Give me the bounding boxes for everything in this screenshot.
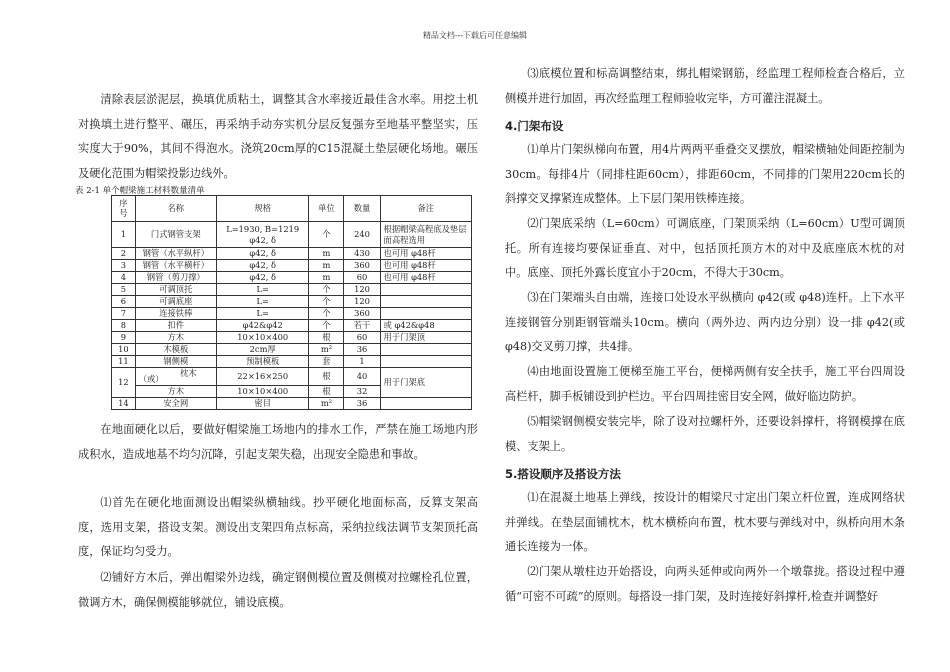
- section-4-item-1: ⑴单片门架纵梯向布置，用4片两两平垂叠交叉摆放，帽梁横轴处间距控制为30cm。每排4片（同排柱距60cm），排距60cm，不同排的门架用220cm长的斜撑交叉撑紧连成整体。上下层门架用铁棒连接。: [505, 143, 905, 205]
- header-cell: 规格: [216, 196, 309, 222]
- section-5-heading: 5.搭设顺序及搭设方法: [505, 467, 621, 481]
- table-cell: 14: [112, 397, 136, 409]
- table-cell: 6: [112, 296, 136, 308]
- table-cell: 个: [309, 284, 344, 296]
- table-row: [112, 248, 472, 260]
- table-cell: 根: [309, 385, 344, 397]
- table-cell: 木模板: [135, 344, 216, 356]
- table-cell: φ42, δ: [216, 260, 309, 272]
- table-cell: m²: [309, 344, 344, 356]
- table-cell: m: [309, 272, 344, 284]
- table-cell: 120: [344, 296, 380, 308]
- material-table: [111, 195, 472, 410]
- table-cell: 也可用 φ48杆: [380, 248, 471, 260]
- table-cell: 36: [344, 344, 380, 356]
- table-cell: 或 φ42&φ48: [380, 320, 471, 332]
- or-label: （或）: [138, 374, 164, 384]
- table-row: [112, 344, 472, 356]
- table-cell: 根据帽梁高程底及垫层面高程选用: [380, 222, 471, 248]
- table-cell: 钢管（水平横杆）: [135, 260, 216, 272]
- table-cell: [380, 397, 471, 409]
- header-cell: 备注: [380, 196, 471, 222]
- table-cell: 1: [112, 222, 136, 248]
- header-cell: 名称: [135, 196, 216, 222]
- table-cell: 12: [112, 368, 136, 398]
- table-cell: 密目: [216, 397, 309, 409]
- intro-paragraph: 清除表层淤泥层，换填优质粘土，调整其含水率接近最佳含水率。用挖土机对换填土进行整平、碾压，再采纳手动夯实机分层反复强夯至地基平整坚实，压实度大于90%，其间不得泡水。浇筑20cm厚的C15混凝土垫层硬化场地。碾压及硬化范围为帽梁投影边线外。: [78, 93, 478, 180]
- section-4-item-5: ⑸帽梁钢侧模安装完毕，除了设对拉螺杆外，还要设斜撑杆，将钢模撑在底模、支架上。: [505, 415, 905, 453]
- table-cell: 方木: [135, 385, 216, 397]
- table-cell: 4: [112, 272, 136, 284]
- header-cell: 数量: [344, 196, 380, 222]
- table-cell: 40: [344, 368, 380, 386]
- table-cell: 个: [309, 308, 344, 320]
- table-cell: 连接铁棒: [135, 308, 216, 320]
- table-cell: 安全网: [135, 397, 216, 409]
- table-cell: 门式钢管支架: [135, 222, 216, 248]
- table-cell: L=: [216, 308, 309, 320]
- table-cell: 9: [112, 332, 136, 344]
- table-row: [112, 296, 472, 308]
- table-cell: 7: [112, 308, 136, 320]
- table-cell: 2: [112, 248, 136, 260]
- table-row: [112, 222, 472, 248]
- table-cell: L=: [216, 284, 309, 296]
- table-cell: 个: [309, 222, 344, 248]
- section-5-item-2: ⑵门架从墩柱边开始搭设，向两头延伸或向两外一个墩靠拢。搭设过程中遵循“可密不可疏”的原则。每搭设一排门架，及时连接好斜撑杆,检查并调整好: [505, 565, 905, 603]
- table-row: [112, 308, 472, 320]
- table-cell: 360: [344, 260, 380, 272]
- table-cell: 可调底座: [135, 296, 216, 308]
- table-row: [112, 272, 472, 284]
- table-cell: [380, 284, 471, 296]
- table-cell: L=1930, B=1219 φ42, δ: [216, 222, 309, 248]
- header-cell: 序号: [112, 196, 136, 222]
- section-5-item-1: ⑴在混凝土地基上弹线，按设计的帽梁尺寸定出门架立杆位置，连成网络状并弹线。在垫层面铺枕木，枕木横桥向布置，枕木要与弹线对中，纵桥向用木条通长连接为一体。: [505, 491, 905, 553]
- table-row: [112, 356, 472, 368]
- table-cell: 36: [344, 397, 380, 409]
- table-cell: 5: [112, 284, 136, 296]
- section-4-item-2: ⑵门架底采纳（L=60cm）可调底座，门架顶采纳（L=60cm）U型可调顶托。所有连接均要保证垂直、对中，包括顶托顶方木的对中及底座底木枕的对中。底座、顶托外露长度宜小于20cm，不得大于30cm。: [505, 217, 905, 279]
- table-cell: m²: [309, 397, 344, 409]
- table-row: [112, 368, 472, 386]
- table-cell: m: [309, 260, 344, 272]
- step-1-paragraph: ⑴首先在硬化地面测设出帽梁纵横轴线。抄平硬化地面标高，反算支架高度，选用支架，搭设支架。测设出支架四角点标高，采纳拉线法调节支架顶托高度，保证均匀受力。: [78, 496, 478, 558]
- table-cell: 钢侧模: [135, 356, 216, 368]
- table-cell: 2cm厚: [216, 344, 309, 356]
- table-cell: 60: [344, 332, 380, 344]
- table-cell: 10×10×400: [216, 385, 309, 397]
- header-cell: 单位: [309, 196, 344, 222]
- table-cell: L=: [216, 296, 309, 308]
- table-row: [112, 260, 472, 272]
- table-cell: 扣件: [135, 320, 216, 332]
- table-cell: 方木: [135, 332, 216, 344]
- section-4-heading: 4.门架布设: [505, 119, 564, 133]
- table-cell: φ42, δ: [216, 272, 309, 284]
- table-caption: 表 2-1 单个帽梁施工材料数量清单: [75, 186, 205, 196]
- table-cell: 个: [309, 320, 344, 332]
- table-cell: 240: [344, 222, 380, 248]
- table-cell: 若干: [344, 320, 380, 332]
- drainage-paragraph: 在地面硬化以后，要做好帽梁施工场地内的排水工作，严禁在施工场地内形成积水，造成地基不均匀沉降，引起支架失稳，出现安全隐患和事故。: [78, 423, 478, 461]
- table-cell: 用于门架顶: [380, 332, 471, 344]
- table-cell: φ42, δ: [216, 248, 309, 260]
- table-row: [112, 397, 472, 409]
- table-cell: 根: [309, 332, 344, 344]
- table-cell: 10: [112, 344, 136, 356]
- table-cell: 60: [344, 272, 380, 284]
- step-2-paragraph: ⑵铺好方木后，弹出帽梁外边线，确定钢侧模位置及侧模对拉螺栓孔位置，微调方木，确保侧模能够就位，铺设底模。: [78, 571, 478, 609]
- table-cell: 可调顶托: [135, 284, 216, 296]
- table-cell: 也可用 φ48杆: [380, 272, 471, 284]
- table-cell: 3: [112, 260, 136, 272]
- table-cell: 32: [344, 385, 380, 397]
- step-3-paragraph: ⑶底模位置和标高调整结束，绑扎帽梁钢筋，经监理工程师检查合格后，立侧模并进行加固，再次经监理工程师验收完毕，方可灌注混凝土。: [505, 67, 905, 105]
- table-cell: 360: [344, 308, 380, 320]
- table-cell: [380, 296, 471, 308]
- table-cell: 22×16×250: [216, 368, 309, 386]
- table-cell: 钢管（水平纵杆）: [135, 248, 216, 260]
- section-4-item-4: ⑷由地面设置施工便梯至施工平台，便梯两侧有安全扶手，施工平台四周设高栏杆，脚手板铺设到护栏边。平台四周挂密目安全网，做好临边防护。: [505, 365, 905, 403]
- section-4-item-3: ⑶在门架端头自由端，连接口处设水平纵横向 φ42(或 φ48)连杆。上下水平连接钢管分别距钢管端头10cm。横向（两外边、两内边分别）设一排 φ42(或φ48)交叉剪刀撑，共4排。: [505, 291, 905, 353]
- page-header: 精品文档---下载后可任意编辑: [422, 31, 528, 40]
- table-cell: 430: [344, 248, 380, 260]
- table-header-row: [112, 196, 472, 222]
- table-cell: 用于门架底: [380, 368, 471, 398]
- table-cell: 根: [309, 368, 344, 386]
- table-cell: [380, 308, 471, 320]
- table-cell: 也可用 φ48杆: [380, 260, 471, 272]
- table-cell: 8: [112, 320, 136, 332]
- table-cell: （或） 枕木: [135, 368, 216, 386]
- table-cell: φ42&φ42: [216, 320, 309, 332]
- table-cell: 预制模板: [216, 356, 309, 368]
- table-cell: 1: [344, 356, 380, 368]
- table-row: [112, 332, 472, 344]
- table-cell: [380, 356, 471, 368]
- table-cell: 套: [309, 356, 344, 368]
- table-cell: 11: [112, 356, 136, 368]
- table-cell: m: [309, 248, 344, 260]
- table-row: [112, 284, 472, 296]
- table-cell: 120: [344, 284, 380, 296]
- table-row: [112, 320, 472, 332]
- table-cell: [380, 344, 471, 356]
- table-cell: 10×10×400: [216, 332, 309, 344]
- table-cell: 钢管（剪刀撑）: [135, 272, 216, 284]
- table-cell: 个: [309, 296, 344, 308]
